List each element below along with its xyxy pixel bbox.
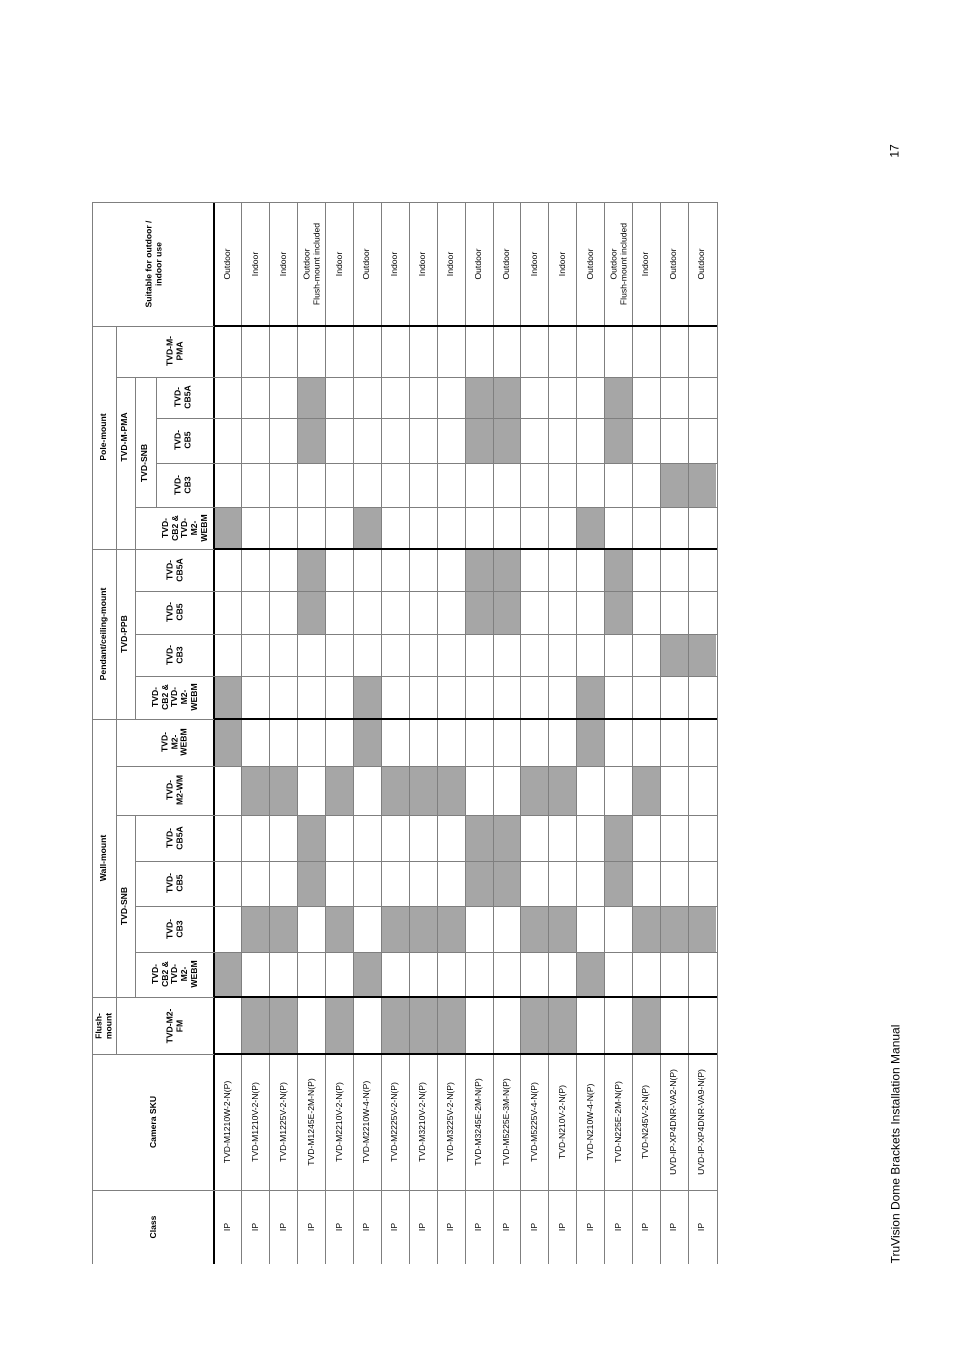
row-camera-sku: TVD-M1210W-2-N(P) xyxy=(222,1080,233,1164)
compatibility-mark xyxy=(549,766,577,815)
compatibility-mark xyxy=(660,906,688,952)
header-pendant-cb5a: TVD- CB5A xyxy=(164,558,184,582)
header-wall-cb3: TVD- CB3 xyxy=(164,918,184,940)
compatibility-mark xyxy=(409,766,437,815)
grid-line xyxy=(214,906,717,907)
row-class: IP xyxy=(696,1222,707,1232)
compatibility-mark xyxy=(298,861,326,906)
compatibility-mark xyxy=(242,766,270,815)
header-wall-tvd-snb: TVD-SNB xyxy=(119,886,130,926)
grid-line xyxy=(381,202,382,1264)
row-suitable-use: Outdoor xyxy=(668,248,679,280)
grid-line xyxy=(116,815,214,816)
row-camera-sku: TVD-M2210V-2-N(P) xyxy=(333,1082,344,1162)
header-pole-tvd-m-pma: TVD-M-PMA xyxy=(119,412,130,462)
compatibility-mark xyxy=(214,952,242,997)
grid-line xyxy=(604,202,605,1264)
row-suitable-use: Indoor xyxy=(529,251,540,277)
grid-line xyxy=(548,202,549,1264)
grid-line xyxy=(92,326,214,327)
row-suitable-use: Indoor xyxy=(445,251,456,277)
compatibility-mark xyxy=(660,634,688,676)
grid-line xyxy=(241,202,242,1264)
header-wall-cb5a: TVD- CB5A xyxy=(164,826,184,850)
header-wall-m2-webm: TVD- M2- WEBM xyxy=(159,728,189,756)
compatibility-mark xyxy=(354,507,382,549)
compatibility-mark xyxy=(354,719,382,766)
row-camera-sku: TVD-M2225V-2-N(P) xyxy=(389,1082,400,1162)
compatibility-mark xyxy=(381,906,409,952)
compatibility-mark xyxy=(298,549,326,591)
row-class: IP xyxy=(250,1222,261,1232)
row-class: IP xyxy=(222,1222,233,1232)
row-suitable-use: Indoor xyxy=(389,251,400,277)
row-suitable-use: Outdoor Flush-mount included xyxy=(607,222,628,306)
row-camera-sku: TVD-M1225V-2-N(P) xyxy=(277,1082,288,1162)
row-class: IP xyxy=(361,1222,372,1232)
header-wall-m2-wm: TVD- M2-WM xyxy=(164,774,184,806)
row-suitable-use: Outdoor xyxy=(584,248,595,280)
grid-line xyxy=(214,952,717,953)
compatibility-mark xyxy=(688,463,716,507)
compatibility-mark xyxy=(214,719,242,766)
grid-line xyxy=(214,1053,717,1055)
compatibility-mark xyxy=(605,815,633,861)
grid-line xyxy=(156,377,157,507)
compatibility-mark xyxy=(465,377,493,418)
grid-line xyxy=(116,377,214,378)
header-class: Class xyxy=(148,1215,159,1239)
row-camera-sku: TVD-M5225V-4-N(P) xyxy=(529,1082,540,1162)
compatibility-mark xyxy=(688,634,716,676)
row-class: IP xyxy=(389,1222,400,1232)
row-camera-sku: UVD-IP-XP4DNR-VA9-N(P) xyxy=(696,1069,707,1175)
row-suitable-use: Outdoor xyxy=(696,248,707,280)
compatibility-mark xyxy=(270,906,298,952)
grid-line xyxy=(92,549,214,550)
compatibility-mark xyxy=(298,418,326,463)
grid-line xyxy=(92,719,214,720)
row-suitable-use: Indoor xyxy=(417,251,428,277)
compatibility-mark xyxy=(409,906,437,952)
row-camera-sku: TVD-M3245E-2M-N(P) xyxy=(473,1078,484,1166)
header-flush-mount: Flush- mount xyxy=(93,1012,113,1040)
footer-title: TruVision Dome Brackets Installation Manual xyxy=(888,1024,903,1264)
grid-line xyxy=(493,202,494,1264)
compatibility-mark xyxy=(688,906,716,952)
header-pole-m-pma: TVD-M- PMA xyxy=(164,335,184,367)
compatibility-mark xyxy=(660,463,688,507)
row-camera-sku: TVD-M3210V-2-N(P) xyxy=(417,1082,428,1162)
grid-line xyxy=(214,325,717,327)
row-suitable-use: Indoor xyxy=(556,251,567,277)
row-suitable-use: Outdoor xyxy=(361,248,372,280)
header-suitable-use: Suitable for outdoor / indoor use xyxy=(143,220,163,308)
compatibility-mark xyxy=(354,676,382,719)
compatibility-mark xyxy=(381,766,409,815)
grid-line xyxy=(135,906,214,907)
compatibility-mark xyxy=(493,861,521,906)
grid-line xyxy=(214,634,717,635)
compatibility-mark xyxy=(493,815,521,861)
compatibility-mark xyxy=(298,591,326,634)
compatibility-mark xyxy=(214,676,242,719)
compatibility-mark xyxy=(577,952,605,997)
compatibility-mark xyxy=(381,997,409,1054)
compatibility-mark xyxy=(465,418,493,463)
grid-line xyxy=(520,202,521,1264)
compatibility-mark xyxy=(577,676,605,719)
header-pole-tvd-snb: TVD-SNB xyxy=(139,443,150,483)
grid-line xyxy=(214,1190,717,1191)
row-class: IP xyxy=(333,1222,344,1232)
header-pendant-tvd-ppb: TVD-PPB xyxy=(119,615,130,653)
compatibility-mark xyxy=(493,549,521,591)
header-wall-cb2-webm: TVD- CB2 & TVD- M2- WEBM xyxy=(149,960,199,988)
compatibility-mark xyxy=(605,549,633,591)
header-wall-cb5: TVD- CB5 xyxy=(164,872,184,894)
compatibility-mark xyxy=(465,815,493,861)
grid-line xyxy=(135,377,136,549)
row-suitable-use: Outdoor xyxy=(501,248,512,280)
compatibility-mark xyxy=(270,766,298,815)
grid-line xyxy=(214,861,717,862)
grid-line xyxy=(135,507,214,508)
row-camera-sku: TVD-M1210V-2-N(P) xyxy=(250,1082,261,1162)
header-pendant-cb3: TVD- CB3 xyxy=(164,644,184,666)
compatibility-mark xyxy=(549,997,577,1054)
compatibility-mark xyxy=(605,418,633,463)
header-pole-cb2-webm: TVD- CB2 & TVD- M2- WEBM xyxy=(159,514,209,542)
compatibility-mark xyxy=(326,997,354,1054)
grid-line xyxy=(92,202,717,203)
compatibility-mark xyxy=(465,861,493,906)
grid-line xyxy=(135,634,214,635)
row-class: IP xyxy=(277,1222,288,1232)
row-camera-sku: TVD-M2210W-4-N(P) xyxy=(361,1080,372,1164)
grid-line xyxy=(116,326,117,1054)
grid-line xyxy=(632,202,633,1264)
grid-line xyxy=(92,997,214,998)
compatibility-mark xyxy=(521,766,549,815)
compatibility-mark xyxy=(326,766,354,815)
grid-line xyxy=(92,1190,214,1191)
row-class: IP xyxy=(529,1222,540,1232)
compatibility-mark xyxy=(298,377,326,418)
row-suitable-use: Indoor xyxy=(250,251,261,277)
compatibility-mark xyxy=(437,997,465,1054)
compatibility-mark xyxy=(409,997,437,1054)
grid-line xyxy=(437,202,438,1264)
row-suitable-use: Outdoor Flush-mount included xyxy=(301,222,321,306)
grid-line xyxy=(156,463,214,464)
compatibility-mark xyxy=(270,997,298,1054)
compatibility-mark xyxy=(493,591,521,634)
row-class: IP xyxy=(473,1222,484,1232)
compatibility-mark xyxy=(465,591,493,634)
grid-line xyxy=(660,202,661,1264)
row-class: IP xyxy=(305,1222,316,1232)
row-camera-sku: TVD-M5225E-3M-N(P) xyxy=(501,1078,512,1166)
grid-line xyxy=(116,766,214,767)
row-class: IP xyxy=(556,1222,567,1232)
compatibility-mark xyxy=(437,906,465,952)
row-class: IP xyxy=(640,1222,651,1232)
grid-line xyxy=(213,202,215,1264)
compatibility-mark xyxy=(605,591,633,634)
grid-line xyxy=(135,591,214,592)
compatibility-mark xyxy=(242,997,270,1054)
compatibility-mark xyxy=(521,906,549,952)
header-pendant-mount: Pendant/ceiling-mount xyxy=(98,587,109,681)
compatibility-mark xyxy=(633,997,661,1054)
header-pole-cb3: TVD- CB3 xyxy=(172,474,192,496)
compatibility-mark xyxy=(493,377,521,418)
row-camera-sku: TVD-N245V-2-N(P) xyxy=(640,1084,651,1160)
grid-line xyxy=(409,202,410,1264)
compatibility-mark xyxy=(298,815,326,861)
grid-line xyxy=(214,591,717,592)
compatibility-mark xyxy=(242,906,270,952)
grid-line xyxy=(135,676,214,677)
grid-line xyxy=(325,202,326,1264)
grid-line xyxy=(214,507,717,508)
compatibility-mark xyxy=(437,766,465,815)
compatibility-mark xyxy=(577,719,605,766)
row-suitable-use: Indoor xyxy=(333,251,344,277)
row-camera-sku: TVD-M1245E-2M-N(P) xyxy=(305,1078,316,1166)
row-suitable-use: Outdoor xyxy=(473,248,484,280)
compatibility-mark xyxy=(549,906,577,952)
grid-line xyxy=(135,861,214,862)
row-class: IP xyxy=(417,1222,428,1232)
grid-line xyxy=(214,463,717,464)
row-suitable-use: Indoor xyxy=(640,251,651,277)
grid-line xyxy=(214,718,717,720)
compatibility-mark xyxy=(326,906,354,952)
row-class: IP xyxy=(501,1222,512,1232)
compatibility-mark xyxy=(214,507,242,549)
grid-line xyxy=(92,1054,214,1055)
header-camera-sku: Camera SKU xyxy=(148,1095,159,1149)
header-pendant-cb2-webm: TVD- CB2 & TVD- M2- WEBM xyxy=(149,683,199,711)
row-suitable-use: Outdoor xyxy=(222,248,233,280)
grid-line xyxy=(353,202,354,1264)
row-camera-sku: TVD-N210V-2-N(P) xyxy=(556,1084,567,1160)
compatibility-mark xyxy=(521,997,549,1054)
row-suitable-use: Indoor xyxy=(277,251,288,277)
row-camera-sku: TVD-N225E-2M-N(P) xyxy=(612,1081,623,1163)
compatibility-mark xyxy=(465,549,493,591)
grid-line xyxy=(465,202,466,1264)
header-pole-cb5: TVD- CB5 xyxy=(172,429,192,451)
grid-line xyxy=(214,815,717,816)
compatibility-mark xyxy=(633,906,661,952)
compatibility-mark xyxy=(354,952,382,997)
grid-line xyxy=(214,377,717,378)
grid-line xyxy=(92,202,93,1264)
row-class: IP xyxy=(584,1222,595,1232)
compatibility-mark xyxy=(493,418,521,463)
row-class: IP xyxy=(668,1222,679,1232)
header-pole-cb5a: TVD- CB5A xyxy=(172,385,192,409)
header-flush-mount-sku: TVD-M2- FM xyxy=(164,1008,184,1044)
grid-line xyxy=(576,202,577,1264)
row-camera-sku: TVD-N210W-4-N(P) xyxy=(584,1083,595,1161)
compatibility-mark xyxy=(633,766,661,815)
grid-line xyxy=(717,202,718,1264)
grid-line xyxy=(688,202,689,1264)
row-camera-sku: UVD-IP-XP4DNR-VA2-N(P) xyxy=(668,1069,679,1175)
grid-line xyxy=(135,952,214,953)
grid-line xyxy=(269,202,270,1264)
grid-line xyxy=(214,996,717,998)
page-number: 17 xyxy=(887,144,902,158)
grid-line xyxy=(214,766,717,767)
header-pole-mount: Pole-mount xyxy=(98,413,109,461)
grid-line xyxy=(214,418,717,419)
row-camera-sku: TVD-M3225V-2-N(P) xyxy=(445,1082,456,1162)
compatibility-mark xyxy=(605,861,633,906)
header-wall-mount: Wall-mount xyxy=(98,834,109,882)
grid-line xyxy=(214,548,717,550)
row-class: IP xyxy=(612,1222,623,1232)
compatibility-mark xyxy=(605,377,633,418)
grid-line xyxy=(297,202,298,1264)
grid-line xyxy=(156,418,214,419)
header-pendant-cb5: TVD- CB5 xyxy=(164,601,184,623)
row-class: IP xyxy=(445,1222,456,1232)
compatibility-mark xyxy=(577,507,605,549)
grid-line xyxy=(214,676,717,677)
